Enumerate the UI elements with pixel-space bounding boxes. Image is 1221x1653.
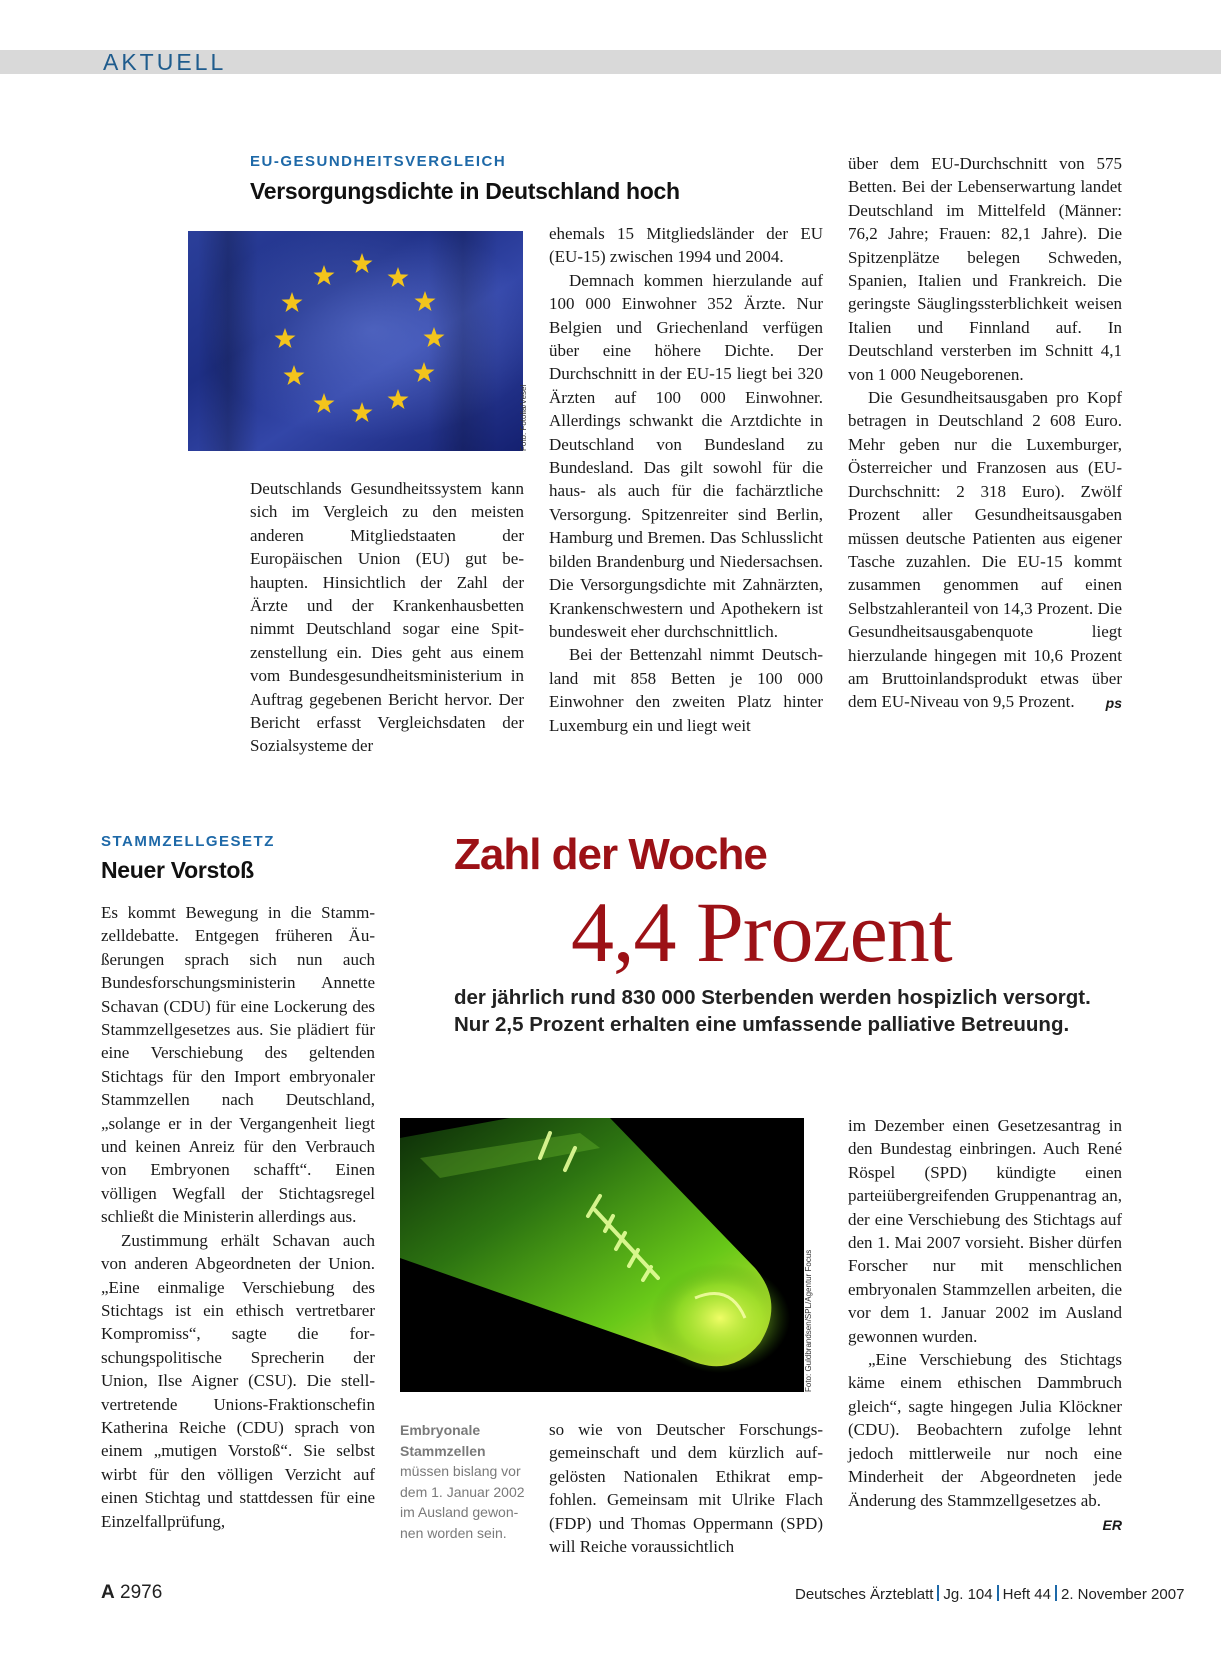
footer-divider (997, 1585, 999, 1601)
stem-article-paragraph: im Dezember einen Gesetzesantrag in den Bundestag einbringen. Auch René Röspel (SPD) kündigte einen parteiübergreifenden Gruppenantrag an, der eine Verschiebung des Stichtags auf den 1. Mai 2007 vorsieht. Bisher dürfen Forscher nur mit menschlichen embryonalen Stammzellen arbeiten, die vor dem 1. Januar 2002 im Ausland gewonnen wurden. (848, 1116, 1122, 1346)
footer-divider (1055, 1585, 1057, 1601)
stem-article-paragraph: Es kommt Bewegung in die Stammzelldebatte. Entgegen früheren Äußerungen sprach sich nun auch Bundesforschungsministerin Annette Schavan (CDU) für eine Lockerung des Stammzellgesetzes aus. Sie plädiert für eine Verschiebung des geltenden Stichtags für den Import embryonaler Stammzellen nach Deutschland, „solange er in der Vergangenheit liegt und keinen Anreiz für den Verbrauch von Embryonen schafft“. Einen völligen Wegfall der Stichtagsregel schließt die Ministerin allerdings aus. (101, 903, 375, 1227)
stem-article-column-3 (848, 1114, 1122, 1537)
stem-article-paragraph (848, 1348, 1122, 1533)
journal-footer (795, 1585, 1184, 1603)
journal-volume: Jg. 104 (943, 1586, 993, 1603)
eu-article-paragraph: Bei der Bettenzahl nimmt Deutschland mit 858 Betten je 100 000 Einwohner den zweiten Platz hinter Luxemburg ein und liegt weit (549, 645, 823, 735)
eu-article-column-3 (848, 152, 1122, 716)
eu-article-paragraph-text: Die Gesundheitsausgaben pro Kopf betragen in Deutschland 2 608 Euro. Mehr geben nur die Luxemburger, Österreicher und Franzosen aus (EU-Durchschnitt: 2 318 Euro). Zwölf Prozent aller Gesundheitsausgaben müssen deutsche Patienten aus eigener Tasche zuzahlen. Die EU-15 kommt zusammen genommen auf einen Selbstzahleranteil von 14,3 Prozent. Die Gesundheitsausgabenquote liegt hierzulande hingegen mit 10,6 Prozent am Bruttoinlandsprodukt etwas über dem EU-Niveau von 9,5 Prozent. (848, 388, 1122, 712)
author-signature: ps (1105, 695, 1122, 712)
page-number (101, 1582, 162, 1604)
eu-article-paragraph: Deutschlands Gesundheitssystem kann sich im Vergleich zu den meisten anderen Mitgliedstaaten der Europäischen Union (EU) gut behaupten. Hinsichtlich der Zahl der Ärzte und der Krankenhausbetten nimmt Deutschland sogar eine Spitzenstellung ein. Dies geht aus einem vom Bundesgesundheitsministerium in Auftrag gegebenen Bericht hervor. Der Bericht erfasst Vergleichsdaten der Sozialsysteme der (250, 479, 524, 756)
eu-photo-credit: Foto: Fotolia/Vesel (519, 384, 528, 451)
caption-text: müssen bislang vor dem 1. Januar 2002 im Ausland gewonnen worden sein. (400, 1463, 525, 1541)
stem-article-kicker: STAMMZELLGESETZ (101, 833, 275, 850)
page-number-value: 2976 (120, 1582, 163, 1603)
eu-article-kicker: EU-GESUNDHEITSVERGLEICH (250, 153, 507, 170)
zahl-der-woche-title: Zahl der Woche (454, 830, 767, 879)
caption-title: Embryonale Stammzellen (400, 1422, 486, 1459)
zahl-der-woche-line: Nur 2,5 Prozent erhalten eine umfassende palliative Betreuung. (454, 1013, 1070, 1036)
stem-article-paragraph: so wie von Deutscher Forschungsgemeinschaft und dem kürzlich aufgelösten Nationalen Ethikrat empfohlen. Gemeinsam mit Ulrike Flach (FDP) und Thomas Oppermann (SPD) will Reiche voraussichtlich (549, 1420, 823, 1557)
stem-article-column-1 (101, 901, 375, 1533)
journal-name: Deutsches Ärzteblatt (795, 1586, 934, 1603)
stem-article-paragraph: Zustimmung erhält Schavan auch von anderen Abgeordneten der Union. „Eine einmalige Verschiebung des Stichtags ist ein ethisch vertretbarer Kompromiss“, sagte die forschungspolitische Sprecherin der Union, Ilse Aigner (CSU). Die stellvertretende Unions-Fraktionschefin Katherina Reiche (CDU) sprach von einem „mutigen Vorstoß“. Sie selbst wirbt für den völligen Verzicht auf einen Stichtag und stattdessen für eine Einzelfallprüfung, (101, 1230, 375, 1531)
stem-article-column-2 (549, 1418, 823, 1558)
author-signature: ER (1102, 1516, 1122, 1533)
eu-article-column-2 (549, 222, 823, 737)
eu-article-paragraph (848, 386, 1122, 714)
eu-article-paragraph: Demnach kommen hierzulande auf 100 000 Einwohner 352 Ärzte. Nur Belgien und Griechenland verfügen über eine höhere Dichte. Der Durchschnitt in der EU-15 liegt bei 320 Ärzten auf 100 000 Einwohner. Allerdings schwankt die Arztdichte in Deutschland von Bundesland zu Bundesland. Das gilt sowohl für die haus- als auch für die fachärztliche Versorgung. Spitzenreiter sind Berlin, Hamburg und Bremen. Das Schlusslicht bilden Brandenburg und Niedersachsen. Die Versorgungsdichte mit Zahnärzten, Krankenschwestern und Apothekern ist bundesweit eher durchschnittlich. (549, 270, 823, 641)
eu-article-column-1 (250, 477, 524, 758)
zahl-der-woche-description (454, 984, 1154, 1038)
eu-article-paragraph: über dem EU-Durchschnitt von 575 Betten. Bei der Lebenserwartung landet Deutschland im Mittelfeld (Männer: 76,2 Jahre; Frauen: 82,1 Jahre). Die Spitzenplätze belegen Schweden, Spanien, Italien und Frankreich. Die geringste Säuglingssterblichkeit weisen Italien und Finnland auf. In Deutschland versterben im Schnitt 4,1 von 1 000 Neugeborenen. (848, 154, 1122, 384)
stem-article-paragraph-text: „Eine Verschiebung des Stichtags käme einem ethischen Dammbruch gleich“, sagte hingegen Julia Klöckner (CDU). Beobachtern zufolge lehnt jedoch mittlerweile nur noch eine Minderheit der Abgeordneten jede Änderung des Stammzellgesetzes ab. (848, 1350, 1122, 1510)
zahl-der-woche-number: 4,4 Prozent (571, 884, 952, 980)
journal-date: 2. November 2007 (1061, 1586, 1185, 1603)
page-prefix: A (101, 1582, 115, 1603)
eu-flag-photo (188, 231, 523, 451)
section-rubric: AKTUELL (103, 49, 227, 75)
stem-photo-credit: Foto: Guldbrandsen/SPL/Agentur Focus (804, 1249, 813, 1392)
eu-article-paragraph: ehemals 15 Mitgliedsländer der EU (EU-15) zwischen 1994 und 2004. (549, 224, 823, 267)
stem-cell-tube-photo (400, 1118, 804, 1392)
footer-divider (937, 1585, 939, 1601)
stem-article-headline: Neuer Vorstoß (101, 857, 254, 883)
zahl-der-woche-line: der jährlich rund 830 000 Sterbenden werden hospizlich versorgt. (454, 986, 1091, 1009)
eu-article-headline: Versorgungsdichte in Deutschland hoch (250, 178, 680, 204)
test-tube-graphic (400, 1118, 804, 1392)
eu-flag-graphic (188, 231, 523, 451)
photo-caption (400, 1420, 530, 1543)
journal-issue: Heft 44 (1002, 1586, 1051, 1603)
